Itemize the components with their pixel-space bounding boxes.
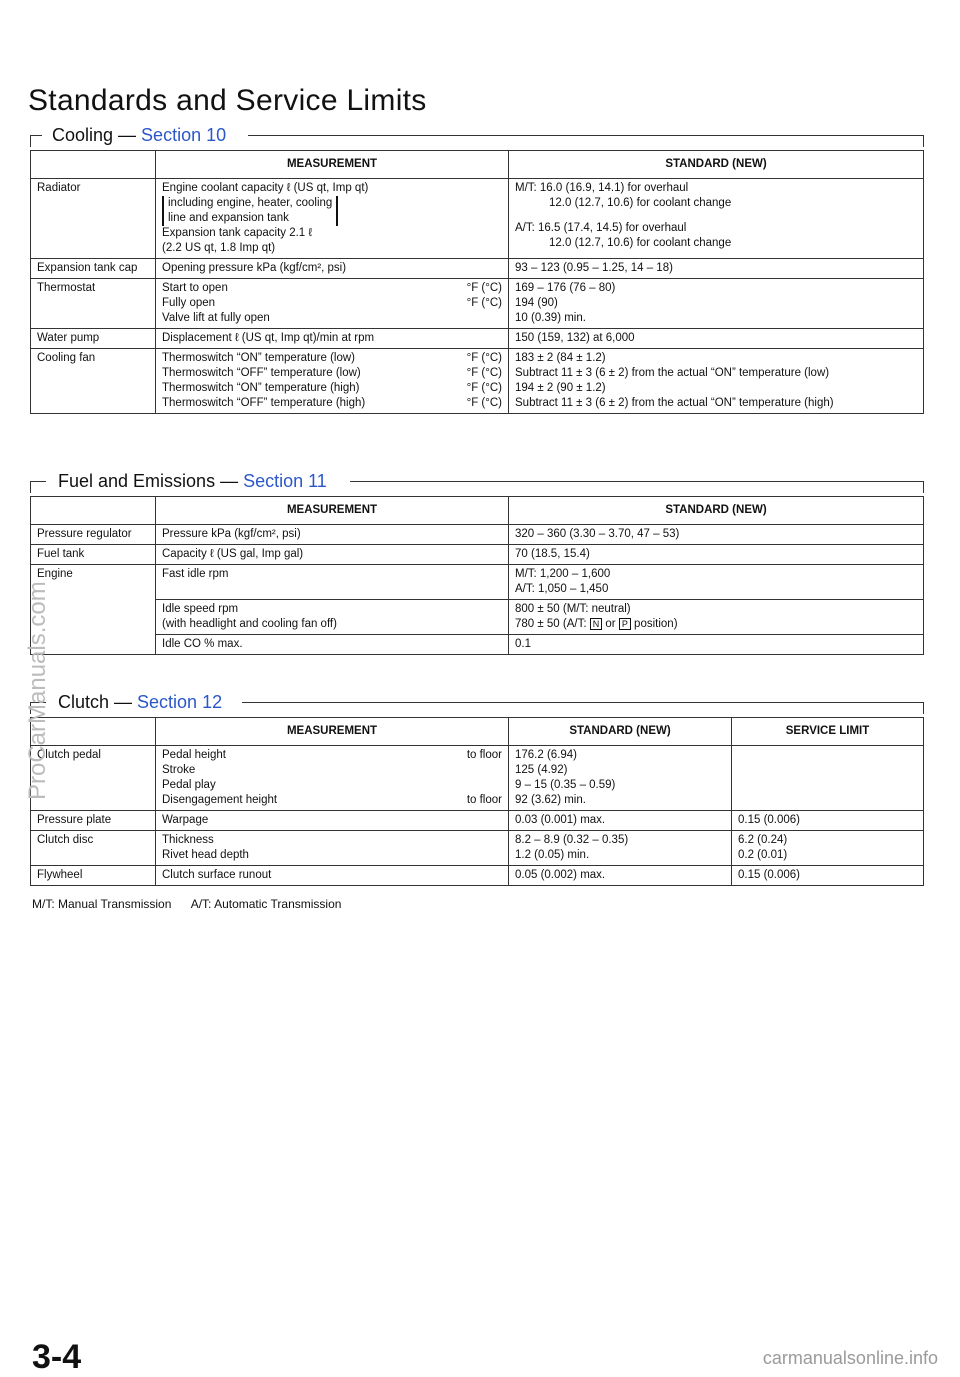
- measure-line: [162, 793, 502, 808]
- standard-cell: [509, 349, 924, 414]
- measure-line: including engine, heater, cooling: [168, 197, 333, 209]
- header-service-limit: SERVICE LIMIT: [732, 718, 924, 746]
- standard-line: 9 – 15 (0.35 – 0.59): [515, 779, 616, 791]
- clutch-rule-right: [242, 702, 924, 703]
- measure-cell: Displacement ℓ (US qt, Imp qt)/min at rpm: [156, 329, 509, 349]
- header-blank: [31, 151, 156, 179]
- standard-line: Subtract 11 ± 3 (6 ± 2) from the actual “ON” temperature (high): [515, 397, 834, 409]
- item-clutch-disc: Clutch disc: [31, 831, 156, 866]
- measure-line: [162, 296, 502, 311]
- standard-line: 12.0 (12.7, 10.6) for coolant change: [549, 237, 732, 249]
- measure-unit: °F (°C): [466, 397, 502, 409]
- measure-line: [162, 281, 502, 296]
- standard-cell: 150 (159, 132) at 6,000: [509, 329, 924, 349]
- table-row: [31, 600, 924, 635]
- measure-cell: Pressure kPa (kgf/cm², psi): [156, 525, 509, 545]
- item-engine: Engine: [31, 565, 156, 655]
- measure-line: Valve lift at fully open: [162, 312, 270, 324]
- clutch-table: [30, 717, 924, 886]
- limit-cell: [732, 831, 924, 866]
- standard-cell: 320 – 360 (3.30 – 3.70, 47 – 53): [509, 525, 924, 545]
- table-row: [31, 179, 924, 259]
- item-pressure-regulator: Pressure regulator: [31, 525, 156, 545]
- standard-line: 8.2 – 8.9 (0.32 – 0.35): [515, 834, 629, 846]
- cooling-rule-left-tick: [30, 135, 31, 147]
- clutch-rule-right-tick: [923, 702, 924, 714]
- measure-line: (2.2 US qt, 1.8 Imp qt): [162, 242, 276, 254]
- item-cooling-fan: Cooling fan: [31, 349, 156, 414]
- footnote: M/T: Manual Transmission A/T: Automatic Transmission: [32, 897, 342, 911]
- fuel-rule-right-tick: [923, 481, 924, 493]
- table-row: [31, 525, 924, 545]
- table-row: [31, 349, 924, 414]
- measure-line: [162, 381, 502, 396]
- cooling-section-link[interactable]: Section 10: [141, 125, 227, 145]
- header-blank: [31, 497, 156, 525]
- measure-unit: °F (°C): [466, 282, 502, 294]
- standard-line: 10 (0.39) min.: [515, 312, 586, 324]
- limit-cell: 0.15 (0.006): [732, 866, 924, 886]
- standard-line: 92 (3.62) min.: [515, 794, 586, 806]
- standard-cell: 0.05 (0.002) max.: [509, 866, 732, 886]
- table-header-row: [31, 497, 924, 525]
- fuel-heading: [58, 471, 327, 492]
- standard-line: 176.2 (6.94): [515, 749, 578, 761]
- measure-line: Idle speed rpm: [162, 603, 239, 615]
- table-row: [31, 831, 924, 866]
- measure-cell: [156, 279, 509, 329]
- cooling-table: [30, 150, 924, 414]
- standard-line: 125 (4.92): [515, 764, 568, 776]
- header-standard: STANDARD (NEW): [509, 151, 924, 179]
- cooling-rule-right-tick: [923, 135, 924, 147]
- standard-line: M/T: 16.0 (16.9, 14.1) for overhaul: [515, 182, 689, 194]
- measure-unit: °F (°C): [466, 367, 502, 379]
- standard-cell: 93 – 123 (0.95 – 1.25, 14 – 18): [509, 259, 924, 279]
- measure-line: Thickness: [162, 834, 214, 846]
- table-row: [31, 811, 924, 831]
- cooling-rule-left: [30, 135, 42, 136]
- measure-label: Fully open: [162, 297, 216, 309]
- item-thermostat: Thermostat: [31, 279, 156, 329]
- table-row: [31, 329, 924, 349]
- table-row: [31, 565, 924, 600]
- table-row: [31, 635, 924, 655]
- measure-line: Stroke: [162, 764, 196, 776]
- measure-unit: °F (°C): [466, 382, 502, 394]
- limit-cell: 0.15 (0.006): [732, 811, 924, 831]
- item-water-pump: Water pump: [31, 329, 156, 349]
- fuel-rule-left-tick: [30, 481, 31, 493]
- standard-text: or: [602, 618, 619, 630]
- table-header-row: [31, 151, 924, 179]
- cooling-heading-label: Cooling —: [52, 125, 142, 145]
- measure-label: Thermoswitch “OFF” temperature (high): [162, 397, 366, 409]
- clutch-heading-label: Clutch —: [58, 692, 138, 712]
- standard-text: 780 ± 50 (A/T:: [515, 618, 590, 630]
- measure-line: (with headlight and cooling fan off): [162, 618, 337, 630]
- measure-label: Start to open: [162, 282, 228, 294]
- measure-cell: [156, 746, 509, 811]
- standard-cell: [509, 565, 924, 600]
- item-clutch-pedal: Clutch pedal: [31, 746, 156, 811]
- standard-line: 194 (90): [515, 297, 558, 309]
- measure-label: Pedal height: [162, 749, 226, 761]
- standard-line: 800 ± 50 (M/T: neutral): [515, 603, 631, 615]
- header-measurement: MEASUREMENT: [156, 497, 509, 525]
- header-standard: STANDARD (NEW): [509, 718, 732, 746]
- measure-line: line and expansion tank: [168, 212, 289, 224]
- fuel-section-link[interactable]: Section 11: [243, 471, 327, 491]
- measure-cell: Idle CO % max.: [156, 635, 509, 655]
- standard-line: [515, 617, 917, 632]
- standard-line: A/T: 16.5 (17.4, 14.5) for overhaul: [515, 222, 687, 234]
- standard-cell: 0.1: [509, 635, 924, 655]
- watermark-vertical: ProCarManuals.com: [24, 581, 51, 800]
- measure-cell: [156, 831, 509, 866]
- coolant-bracket-note: [162, 196, 338, 226]
- measure-unit: to floor: [466, 749, 502, 761]
- measure-line: [162, 396, 502, 411]
- measure-cell: Clutch surface runout: [156, 866, 509, 886]
- item-expansion-tank-cap: Expansion tank cap: [31, 259, 156, 279]
- standard-cell: 0.03 (0.001) max.: [509, 811, 732, 831]
- item-fuel-tank: Fuel tank: [31, 545, 156, 565]
- measure-line: Expansion tank capacity 2.1 ℓ: [162, 227, 313, 239]
- standard-cell: 70 (18.5, 15.4): [509, 545, 924, 565]
- cooling-rule-right: [248, 135, 924, 136]
- measure-cell: [156, 349, 509, 414]
- fuel-table: [30, 496, 924, 655]
- measure-cell: Warpage: [156, 811, 509, 831]
- measure-line: Pedal play: [162, 779, 216, 791]
- standard-line: A/T: 1,050 – 1,450: [515, 583, 609, 595]
- neutral-box-icon: N: [590, 618, 603, 630]
- standard-line: 12.0 (12.7, 10.6) for coolant change: [549, 197, 732, 209]
- measure-label: Thermoswitch “ON” temperature (high): [162, 382, 360, 394]
- measure-label: Thermoswitch “ON” temperature (low): [162, 352, 355, 364]
- header-standard: STANDARD (NEW): [509, 497, 924, 525]
- clutch-heading: [58, 692, 222, 713]
- standard-cell: [509, 279, 924, 329]
- standard-line: 1.2 (0.05) min.: [515, 849, 590, 861]
- page-number: 3-4: [32, 1338, 82, 1376]
- limit-line: 0.2 (0.01): [738, 849, 788, 861]
- measure-cell: Opening pressure kPa (kgf/cm², psi): [156, 259, 509, 279]
- standard-cell: [509, 746, 732, 811]
- standard-line: 194 ± 2 (90 ± 1.2): [515, 382, 606, 394]
- table-row: [31, 746, 924, 811]
- clutch-section-link[interactable]: Section 12: [137, 692, 223, 712]
- standard-cell: [509, 179, 924, 259]
- measure-cell: Capacity ℓ (US gal, Imp gal): [156, 545, 509, 565]
- measure-line: Rivet head depth: [162, 849, 249, 861]
- item-radiator: Radiator: [31, 179, 156, 259]
- standard-line: M/T: 1,200 – 1,600: [515, 568, 611, 580]
- measure-unit: °F (°C): [466, 352, 502, 364]
- standard-cell: [509, 600, 924, 635]
- header-measurement: MEASUREMENT: [156, 151, 509, 179]
- park-box-icon: P: [619, 618, 631, 630]
- cooling-heading: [52, 125, 226, 146]
- measure-line: Engine coolant capacity ℓ (US qt, Imp qt): [162, 182, 369, 194]
- limit-line: 6.2 (0.24): [738, 834, 788, 846]
- measure-line: [162, 351, 502, 366]
- table-header-row: [31, 718, 924, 746]
- table-row: [31, 279, 924, 329]
- measure-line: [162, 748, 502, 763]
- page-title: Standards and Service Limits: [28, 84, 427, 117]
- fuel-rule-right: [350, 481, 924, 482]
- measure-label: Thermoswitch “OFF” temperature (low): [162, 367, 361, 379]
- table-row: [31, 866, 924, 886]
- standard-text: position): [630, 618, 678, 630]
- measure-unit: to floor: [466, 794, 502, 806]
- standard-cell: [509, 831, 732, 866]
- fuel-heading-label: Fuel and Emissions —: [58, 471, 244, 491]
- measure-label: Disengagement height: [162, 794, 278, 806]
- watermark-bottom: carmanualsonline.info: [762, 1348, 938, 1368]
- measure-line: [162, 366, 502, 381]
- table-row: [31, 545, 924, 565]
- measure-cell: [156, 179, 509, 259]
- standard-line: Subtract 11 ± 3 (6 ± 2) from the actual “ON” temperature (low): [515, 367, 830, 379]
- standard-line: 169 – 176 (76 – 80): [515, 282, 616, 294]
- header-measurement: MEASUREMENT: [156, 718, 509, 746]
- item-pressure-plate: Pressure plate: [31, 811, 156, 831]
- table-row: [31, 259, 924, 279]
- item-flywheel: Flywheel: [31, 866, 156, 886]
- limit-cell: [732, 746, 924, 811]
- fuel-rule-left: [30, 481, 46, 482]
- standard-line: 183 ± 2 (84 ± 1.2): [515, 352, 606, 364]
- measure-unit: °F (°C): [466, 297, 502, 309]
- measure-cell: Fast idle rpm: [156, 565, 509, 600]
- measure-cell: [156, 600, 509, 635]
